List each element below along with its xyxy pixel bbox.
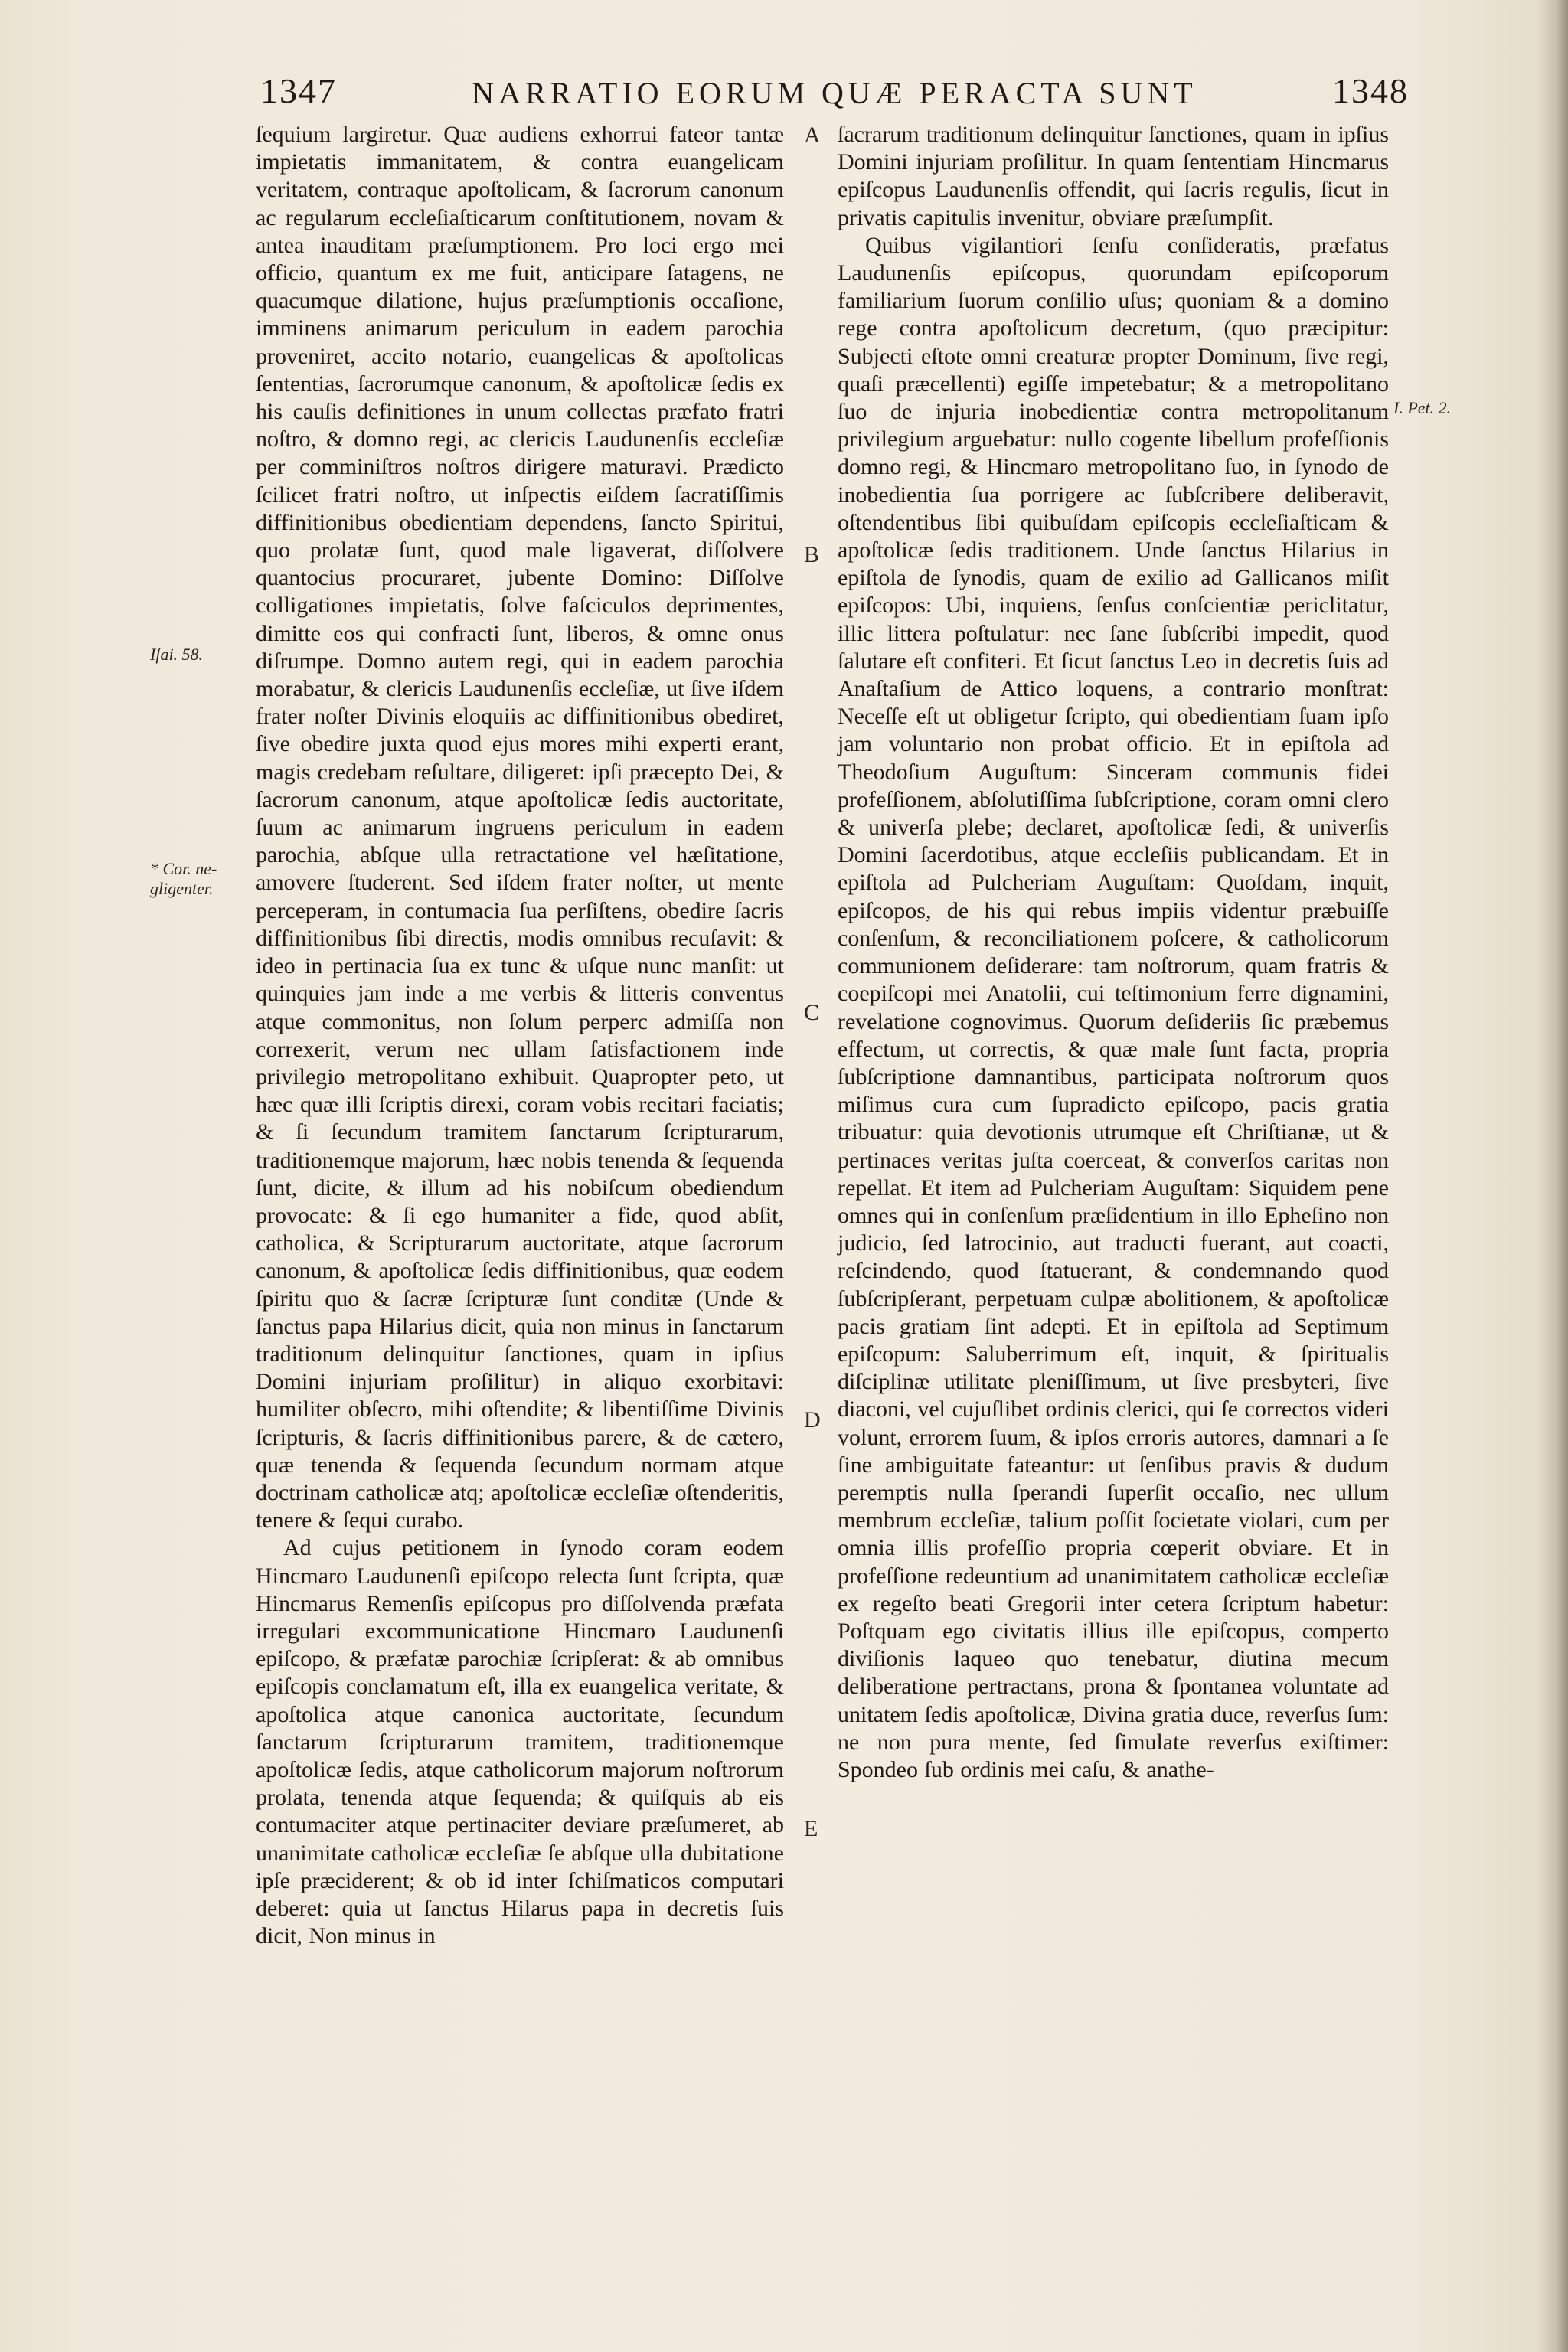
right-text-column bbox=[838, 121, 1389, 1784]
page-number-right: 1348 bbox=[1332, 71, 1409, 110]
margin-note-peter: I. Pet. 2. bbox=[1393, 398, 1452, 417]
section-letter-d: D bbox=[804, 1407, 821, 1432]
running-title: NARRATIO EORUM QUÆ PERACTA SUNT bbox=[472, 76, 1197, 110]
section-letter-b: B bbox=[804, 542, 820, 567]
page-number-left: 1347 bbox=[260, 71, 337, 110]
paragraph: Quibus vigilantiori ſenſu conſideratis, præfatus Laudunenſis epiſcopus, quorundam epiſcoporum familiarium ſuorum conſilio uſus; quoniam & a domino rege contra apoſtolicum decretum, (quo præcipitur: Subjecti eſtote omni creaturæ propter Dominum, ſive regi, quaſi præcellenti) egiſſe impetebatur; & a metropolitano ſuo de injuria inobedientiæ contra metropolitanum privilegium arguebatur: nullo cogente libellum profeſſionis domno regi, & Hincmaro metropolitano ſuo, in ſynodo de inobedientia ſua porrigere ac ſubſcribere deliberavit, oſtendentibus ſibi quibuſdam epiſcopis eccleſiaſticam & apoſtolicæ ſedis traditionem. Unde ſanctus Hilarius in epiſtola de ſynodis, quam de exilio ad Gallicanos miſit epiſcopos: Ubi, inquiens, ſenſus conſcientiæ periclitatur, illic littera poſtulatur: nec ſane ſubſcribi impedit, quod ſalutare eſt confiteri. Et ſicut ſanctus Leo in decretis ſuis ad Anaſtaſium de Attico loquens, a contrario monſtrat: Neceſſe eſt ut obligetur ſcripto, qui obedientiam ſuam ipſo jam voluntario non probat officio. Et in epiſtola ad Theodoſium Auguſtum: Sinceram communis fidei profeſſionem, abſolutiſſima ſubſcriptione, coram omni clero & univerſa plebe; declaret, apoſtolicæ ſedi, & univerſis Domini ſacerdotibus, atque eccleſiis publicandam. Et in epiſtola ad Pulcheriam Auguſtam: Quoſdam, inquit, epiſcopos, de his qui rebus impiis videntur præbuiſſe conſenſum, & reconciliationem poſcere, & catholicorum communionem deſiderare: tam noſtrorum, quam fratris & coepiſcopi mei Anatolii, cui teſtimonium ferre dignamini, revelatione cognovimus. Quorum deſideriis ſic præbemus effectum, ut correctis, & quæ male ſunt facta, propria ſubſcriptione damnantibus, participata noſtrorum quos miſimus cura cum ſupradicto epiſcopo, pacis gratia tribuatur: quia devotionis utrumque eſt Chriſtianæ, ut & pertinaces veritas juſta coerceat, & converſos caritas non repellat. Et item ad Pulcheriam Auguſtam: Siquidem pene omnes qui in conſenſum præſidentium in illo Epheſino non judicio, ſed latrocinio, aut traducti fuerant, aut coacti, reſcindendo, quod ſtatuerant, & condemnando quod ſubſcripſerant, perpetuam culpæ abolitionem, & apoſtolicæ pacis gratiam ſint adepti. Et in epiſtola ad Septimum epiſcopum: Saluberrimum eſt, inquit, & ſpiritualis diſciplinæ utilitate pleniſſimum, ut ſive presbyteri, ſive diaconi, vel cujuſlibet ordinis clerici, qui ſe correctos videri volunt, errorem ſuum, & ipſos erroris autores, damnari a ſe ſine ambiguitate fateantur: ut ſenſibus pravis & dudum peremptis nulla ſperandi ſuperſit occaſio, nec ullum membrum eccleſiæ, talium poſſit ſocietate violari, cum per omnia illis profeſſio propria cœperit obviare. Et in profeſſione redeuntium ad unanimitatem catholicæ eccleſiæ ex regeſto beati Gregorii inter cetera ſcriptum habetur: Poſtquam ego civitatis illius ille epiſcopus, comperto diviſionis laqueo quo tenebatur, diutina mecum deliberatione pertractans, prona & ſpontanea voluntate ad unitatem ſedis apoſtolicæ, Divina gratia duce, reverſus ſum: ne non pura mente, ſed ſimulate reverſus exiſtimer: Spondeo ſub ordinis mei caſu, & anathe- bbox=[838, 232, 1389, 1782]
paragraph: Ad cujus petitionem in ſynodo coram eodem Hincmaro Laudunenſi epiſcopo relecta ſunt ſcripta, quæ Hincmarus Remenſis epiſcopus pro diſſolvenda præfata irregulari excommunicatione Hincmaro Laudunenſi epiſcopo, & præfatæ parochiæ ſcripſerat: & ab omnibus epiſcopis conclamatum eſt, illa ex euangelica veritate, & apoſtolica atque canonica auctoritate, ſecundum ſanctarum ſcripturarum tramitem, traditionemque apoſtolicæ ſedis, atque catholicorum majorum noſtrorum prolata, tenenda atque ſequenda; & quiſquis ab eis contumaciter atque pertinaciter deviare præſumeret, ab unanimitate catholicæ eccleſiæ ſe abſque ulla dubitatione ipſe præciderent; & ob id inter ſchiſmaticos computari deberet: quia ut ſanctus Hilarus papa in decretis ſuis dicit, Non minus in bbox=[256, 1535, 784, 1949]
section-letter-c: C bbox=[804, 1000, 820, 1025]
paragraph: ſequium largiretur. Quæ audiens exhorrui fateor tantæ impietatis immanitatem, & contra euangelicam veritatem, contraque apoſtolicam, & ſacrorum canonum ac regularum eccleſiaſticarum conſtitutionem, novam & antea inauditam præſumptionem. Pro loci ergo mei officio, quantum ex me fuit, anticipare ſatagens, ne quacumque dilatione, hujus præſumptionis occaſione, imminens animarum periculum in eadem parochia proveniret, accito notario, euangelicas & apoſtolicas ſententias, ſacrorumque canonum, & apoſtolicæ ſedis ex his cauſis definitiones in unum collectas præfato fratri noſtro, & domno regi, ac clericis Laudunenſis eccleſiæ per comminiſtros noſtros dirigere maturavi. Prædicto ſcilicet fratri noſtro, ut inſpectis eiſdem ſacratiſſimis diffinitionibus obedientiam dependens, ſancto Spiritui, quo prolatæ ſunt, quod male ligaverat, diſſolvere quantocius procuraret, jubente Domino: Diſſolve colligationes impietatis, ſolve faſciculos deprimentes, dimitte eos qui confracti ſunt, liberos, & omne onus diſrumpe. Domno autem regi, qui in eadem parochia morabatur, & clericis Laudunenſis eccleſiæ, ut ſive iſdem frater noſter Divinis eloquiis ac diffinitionibus obediret, ſive obedire juxta quod ejus mores mihi experti erant, magis credebam reſultare, diligeret: ipſi præcepto Dei, & ſacrorum canonum, atque apoſtolicæ ſedis auctoritate, ſuum ac animarum ingruens periculum in eadem parochia, abſque ulla retractatione vel hæſitatione, amovere ſtuderent. Sed iſdem frater noſter, ut mente perceperam, in contumacia ſua perſiſtens, obedire ſacris diffinitionibus ſibi directis, modis omnibus recuſavit: & ideo in pertinacia ſua ex tunc & uſque nunc manſit: ut quinquies jam inde a me verbis & litteris conventus atque commonitus, non ſolum perperc admiſſa non correxerit, verum nec ullam ſatisfactionem inde privilegio metropolitano exhibuit. Quapropter peto, ut hæc quæ illi ſcriptis direxi, coram vobis recitari faciatis; & ſi ſecundum tramitem ſanctarum ſcripturarum, traditionemque majorum, hæc nobis tenenda & ſequenda ſunt, dicite, & illum ad his nobiſcum obediendum provocate: & ſi ego humaniter a fide, quod abſit, catholica, & Scripturarum auctoritate, atque ſacrorum canonum, & apoſtolicæ ſedis diffinitionibus, quæ eodem ſpiritu quo & ſacræ ſcripturæ ſunt conditæ (Unde & ſanctus papa Hilarius dicit, quia non minus in ſanctarum traditionum delinquitur ſanctiones, quam in ipſius Domini injuriam proſilitur) in aliquo exorbitavi: humiliter obſecro, mihi oſtendite; & libentiſſime Divinis ſcripturis, & ſacris diffinitionibus parere, & de cætero, quæ tenenda & ſequenda ſecundum normam atque doctrinam catholicæ atq; apoſtolicæ eccleſiæ oſtenderitis, tenere & ſequi curabo. bbox=[256, 122, 784, 1534]
margin-note-correction: * Cor. ne- gligenter. bbox=[150, 859, 217, 898]
margin-note-isaiah: Iſai. 58. bbox=[150, 645, 204, 664]
paragraph: ſacrarum traditionum delinquitur ſanctiones, quam in ipſius Domini injuriam proſilitur. In quam ſententiam Hincmarus epiſcopus Laudunenſis offendit, qui ſacris regulis, ſicut in privatis capitulis invenitur, obviare præſumpſit. bbox=[838, 122, 1389, 230]
book-spine-shadow bbox=[1537, 0, 1568, 2352]
section-letter-e: E bbox=[804, 1816, 818, 1841]
section-letter-a: A bbox=[804, 122, 821, 148]
left-text-column bbox=[256, 121, 784, 1950]
